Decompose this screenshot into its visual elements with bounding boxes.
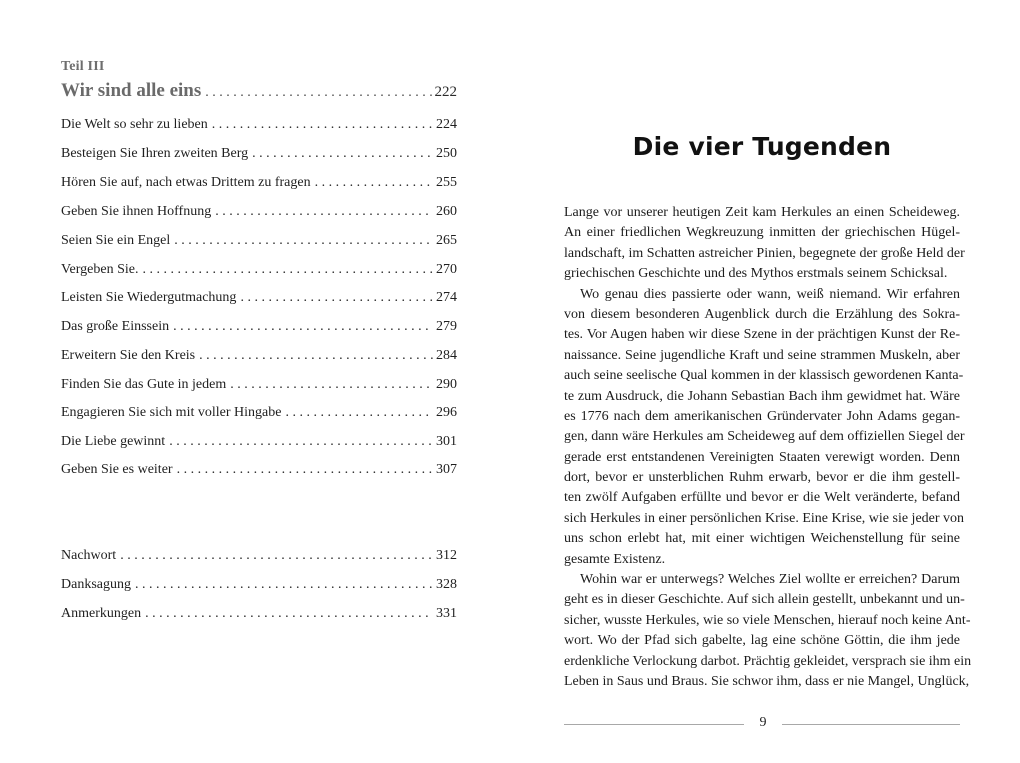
toc-page-number: 274 xyxy=(436,290,457,305)
toc-page-number: 312 xyxy=(436,548,457,563)
toc-entry[interactable] xyxy=(61,262,457,278)
text-line: Lange vor unserer heutigen Zeit kam Herkules an einen Scheideweg. xyxy=(564,205,960,220)
text-line: dort, bevor er unsterblichen Ruhm erwarb, bevor er die ihm gestell- xyxy=(564,470,960,486)
toc-entry[interactable] xyxy=(61,319,457,335)
dot-leader xyxy=(120,548,433,564)
text-line: von diesem besonderen Augenblick durch die Erzählung des Sokra- xyxy=(564,306,960,322)
part-label: Teil III xyxy=(61,59,105,74)
toc-entry-title: Besteigen Sie Ihren zweiten Berg xyxy=(61,146,249,161)
toc-entry-title: Leisten Sie Wiedergutmachung xyxy=(61,290,237,305)
text-line: es 1776 nach dem amerikanischen Gründervater John Adams gegan- xyxy=(564,408,960,424)
toc-entry-title: Anmerkungen xyxy=(61,606,142,621)
toc-page-number: 270 xyxy=(436,262,457,277)
toc-page-number: 265 xyxy=(436,233,457,248)
text-line: te zum Ausdruck, die Johann Sebastian Bach ihm gewidmet hat. Wäre xyxy=(564,388,960,404)
page-footer xyxy=(564,715,960,735)
toc-page-number: 255 xyxy=(436,175,457,190)
toc-page-number: 279 xyxy=(436,319,457,334)
dot-leader xyxy=(205,85,431,101)
dot-leader xyxy=(315,175,433,191)
chapter-title: Die vier Tugenden xyxy=(632,132,892,161)
text-line: geht es in dieser Geschichte. Auf sich allein gestellt, unbekannt und un- xyxy=(564,592,965,608)
toc-page-number: 296 xyxy=(436,405,457,420)
text-line: griechischen Geschichte und des Mythos erstmals seinem Schicksal. xyxy=(564,266,948,282)
toc-page-number: 250 xyxy=(436,146,457,161)
text-line: auch seine seelische Qual kommen in der klassisch gewordenen Kanta- xyxy=(564,368,964,384)
toc-backmatter-entry[interactable] xyxy=(61,577,457,593)
text-line: Wo genau dies passierte oder wann, weiß niemand. Wir erfahren xyxy=(580,286,960,302)
toc-entry[interactable] xyxy=(61,405,457,421)
toc-entry[interactable] xyxy=(61,462,457,478)
toc-entry[interactable] xyxy=(61,290,457,306)
page-number: 9 xyxy=(759,715,767,730)
toc-entry-title: Das große Einssein xyxy=(61,319,170,334)
chapter-body-text xyxy=(564,203,972,692)
toc-entry-title: Geben Sie ihnen Hoffnung xyxy=(61,204,212,219)
toc-entry-title: Finden Sie das Gute in jedem xyxy=(61,377,227,392)
toc-entry-title: Geben Sie es weiter xyxy=(61,462,173,477)
text-line: tes. Vor Augen haben wir diese Szene in der prächtigen Kunst der Re- xyxy=(564,327,960,343)
toc-part-title: Wir sind alle eins xyxy=(61,80,202,101)
toc-part-heading[interactable] xyxy=(61,80,457,102)
toc-page-number: 290 xyxy=(436,377,457,392)
toc-entry-title: Erweitern Sie den Kreis xyxy=(61,348,196,363)
text-line: wort. Wo der Pfad sich gabelte, lag eine schöne Göttin, die ihm jede xyxy=(564,633,960,649)
toc-backmatter-entry[interactable] xyxy=(61,548,457,564)
dot-leader xyxy=(212,117,433,133)
dot-leader xyxy=(143,262,434,278)
toc-entry[interactable] xyxy=(61,434,457,450)
dot-leader xyxy=(252,146,433,162)
toc-entry[interactable] xyxy=(61,117,457,133)
dot-leader xyxy=(145,606,433,622)
toc-page-number: 284 xyxy=(436,348,457,363)
text-line: landschaft, im Schatten astreicher Pinien, begegnete der große Held der xyxy=(564,245,965,261)
dot-leader xyxy=(240,290,433,306)
toc-entry[interactable] xyxy=(61,175,457,191)
text-line: gen, dann wäre Herkules am Scheideweg auf dem offiziellen Siegel der xyxy=(564,429,965,445)
toc-page-number: 328 xyxy=(436,577,457,592)
toc-page-number: 307 xyxy=(436,462,457,477)
toc-page-number: 301 xyxy=(436,434,457,449)
right-page-chapter xyxy=(510,0,1020,763)
toc-entry-title: Vergeben Sie. xyxy=(61,262,139,277)
text-line: gesamte Existenz. xyxy=(564,551,666,567)
text-line: erdenkliche Verlockung darbot. Prächtig gekleidet, versprach sie ihm ein xyxy=(564,653,972,669)
toc-entry-title: Danksagung xyxy=(61,577,131,592)
toc-entry-title: Seien Sie ein Engel xyxy=(61,233,171,248)
dot-leader xyxy=(174,233,433,249)
dot-leader xyxy=(285,405,433,421)
footer-rule-left xyxy=(564,724,744,725)
toc-entry-title: Nachwort xyxy=(61,548,117,563)
toc-entry-title: Engagieren Sie sich mit voller Hingabe xyxy=(61,405,282,420)
toc-page-number: 331 xyxy=(436,606,457,621)
dot-leader xyxy=(215,204,433,220)
toc-backmatter-entry[interactable] xyxy=(61,606,457,622)
toc-page-number: 222 xyxy=(434,84,457,100)
dot-leader xyxy=(230,377,433,393)
toc-entry[interactable] xyxy=(61,377,457,393)
toc-entry-title: Hören Sie auf, nach etwas Drittem zu fragen xyxy=(61,175,311,190)
text-line: An einer friedlichen Wegkreuzung inmitten der griechischen Hügel- xyxy=(564,225,960,241)
footer-rule-right xyxy=(782,724,960,725)
text-line: naissance. Seine jugendliche Kraft und seine strammen Muskeln, aber xyxy=(564,347,960,363)
dot-leader xyxy=(173,319,433,335)
text-line: uns schon erlebt hat, mit einer wichtigen Weichenstellung für seine xyxy=(564,531,960,547)
text-line: Leben in Saus und Braus. Sie schwor ihm, dass er nie Mangel, Unglück, xyxy=(564,673,970,689)
text-line: gerade erst entstandenen Vereinigten Staaten verewigt worden. Denn xyxy=(564,449,960,465)
dot-leader xyxy=(177,462,433,478)
text-line: Wohin war er unterwegs? Welches Ziel wollte er erreichen? Darum xyxy=(580,572,960,588)
text-line: sicher, wusste Herkules, wie so viele Menschen, hierauf noch keine Ant- xyxy=(564,612,971,628)
toc-entry[interactable] xyxy=(61,146,457,162)
toc-entry[interactable] xyxy=(61,204,457,220)
toc-entry-title: Die Welt so sehr zu lieben xyxy=(61,117,208,132)
toc-entry[interactable] xyxy=(61,233,457,249)
text-line: sich Herkules in einer persönlichen Krise. Eine Krise, wie sie jeder von xyxy=(564,510,965,526)
dot-leader xyxy=(169,434,433,450)
toc-entry[interactable] xyxy=(61,348,457,364)
toc-page-number: 224 xyxy=(436,117,457,132)
dot-leader xyxy=(135,577,433,593)
dot-leader xyxy=(199,348,433,364)
toc-entry-title: Die Liebe gewinnt xyxy=(61,434,166,449)
text-line: ten zwölf Aufgaben erfüllte und bevor er die Welt veränderte, befand xyxy=(564,490,960,506)
toc-page-number: 260 xyxy=(436,204,457,219)
